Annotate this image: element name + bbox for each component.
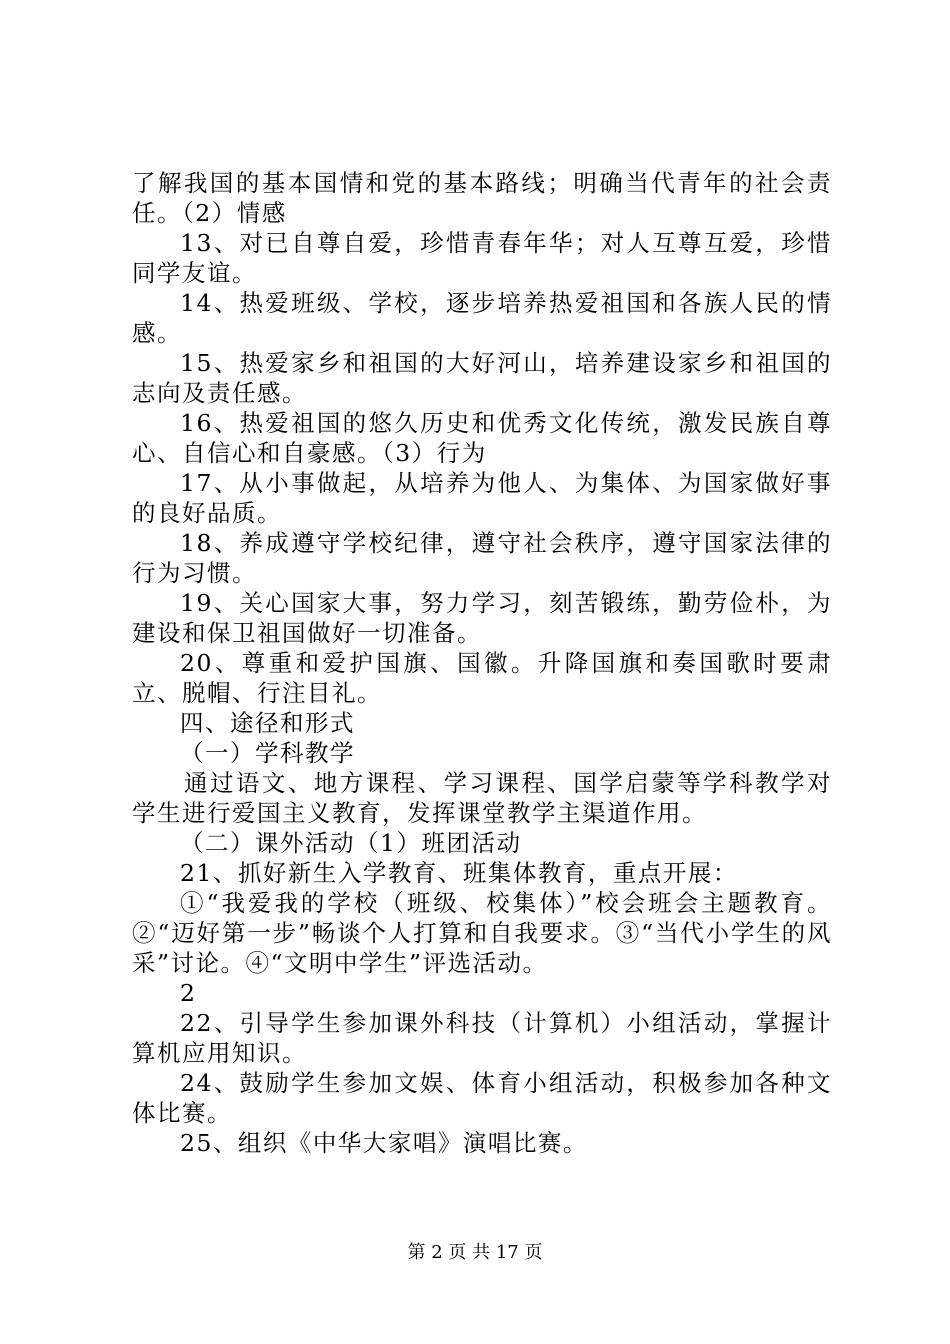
paragraph-21-list: ①“我爱我的学校（班级、校集体）”校会班会主题教育。②“迈好第一步”畅谈个人打算和自我要求。③“当代小学生的风采”讨论。④“文明中学生”评选活动。: [132, 889, 832, 977]
paragraph-16: 16、热爱祖国的悠久历史和优秀文化传统，激发民族自尊心、自信心和自豪感。（3）行为: [132, 409, 832, 467]
document-body: [132, 168, 832, 1158]
paragraph-13: 13、对已自尊自爱，珍惜青春年华；对人互尊互爱，珍惜同学友谊。: [132, 229, 832, 287]
paragraph-19: 19、关心国家大事，努力学习，刻苦锻练，勤劳俭朴，为建设和保卫祖国做好一切准备。: [132, 589, 832, 647]
paragraph-15: 15、热爱家乡和祖国的大好河山，培养建设家乡和祖国的志向及责任感。: [132, 349, 832, 407]
page-footer: 第 2 页 共 17 页: [407, 1242, 543, 1263]
subsection-heading-2: （二）课外活动（1）班团活动: [180, 829, 522, 857]
paragraph-17: 17、从小事做起，从培养为他人、为集体、为国家做好事的良好品质。: [132, 469, 832, 527]
paragraph-18: 18、养成遵守学校纪律，遵守社会秩序，遵守国家法律的行为习惯。: [132, 529, 832, 587]
section-heading-4: 四、途径和形式: [180, 709, 355, 737]
paragraph-number-2: 2: [180, 979, 197, 1007]
paragraph-25: 25、组织《中华大家唱》演唱比赛。: [180, 1129, 588, 1157]
paragraph-subject-teaching: 通过语文、地方课程、学习课程、国学启蒙等学科教学对学生进行爱国主义教育，发挥课堂教学主渠道作用。: [132, 769, 832, 827]
paragraph-22: 22、引导学生参加课外科技（计算机）小组活动，掌握计算机应用知识。: [132, 1009, 832, 1067]
paragraph-24: 24、鼓励学生参加文娱、体育小组活动，积极参加各种文体比赛。: [132, 1069, 832, 1127]
paragraph-20: 20、尊重和爱护国旗、国徽。升降国旗和奏国歌时要肃立、脱帽、行注目礼。: [132, 649, 832, 707]
subsection-heading-1: （一）学科教学: [180, 739, 355, 767]
paragraph-14: 14、热爱班级、学校，逐步培养热爱祖国和各族人民的情感。: [132, 289, 832, 347]
paragraph-intro: 了解我国的基本国情和党的基本路线；明确当代青年的社会责任。（2）情感: [132, 169, 832, 227]
paragraph-21: 21、抓好新生入学教育、班集体教育，重点开展：: [180, 859, 738, 887]
